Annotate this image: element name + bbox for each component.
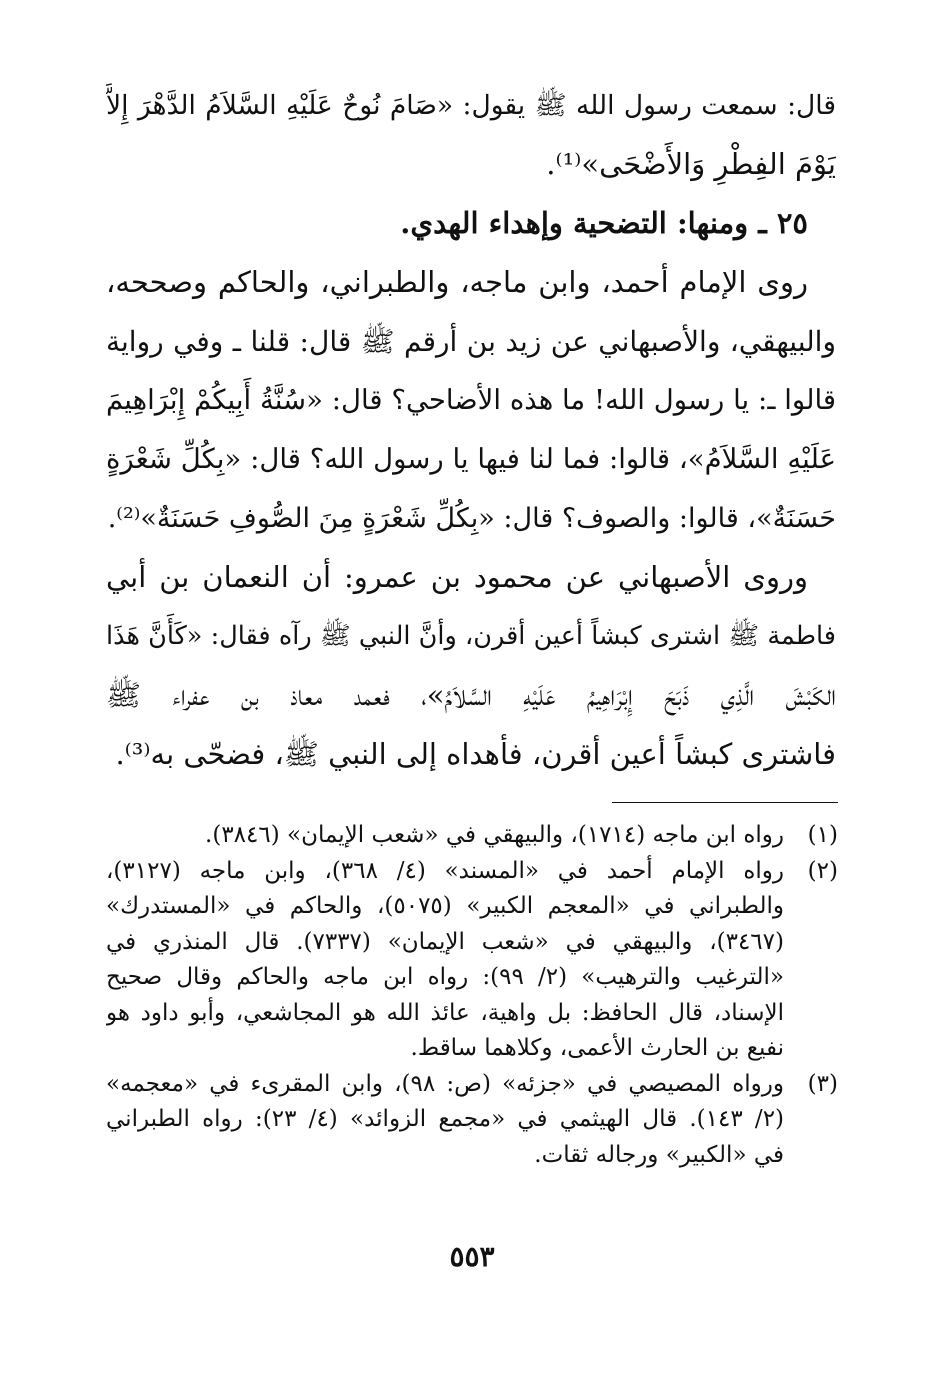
text-line: فاطمة ﷺ اشترى كبشاً أعين أقرن، وأنَّ النبي ﷺ رآه فقال: «كَأَنَّ هَذَا xyxy=(106,621,836,651)
footnote-line: نفيع بن الحارث الأعمى، وكلاهما ساقط. xyxy=(410,1035,784,1061)
main-text xyxy=(106,76,836,784)
text-line: وروى الأصبهاني عن محمود بن عمرو: أن النعمان بن أبي xyxy=(106,560,808,594)
text-line: روى الإمام أحمد، وابن ماجه، والطبراني، والحاكم وصححه، xyxy=(106,265,808,299)
footnote-line: الإسناد، قال الحافظ: بل واهية، عائذ الله هو المجاشعي، وأبو داود هو xyxy=(106,999,784,1026)
footnote-divider xyxy=(612,802,838,803)
section-heading: ٢٥ ـ ومنها: التضحية وإهداء الهدي. xyxy=(400,206,808,240)
text-line: عَلَيْهِ السَّلاَمُ»، قالوا: فما لنا فيها يا رسول الله؟ قال: «بِكُلِّ شَعْرَةٍ xyxy=(106,443,836,475)
footnote-2 xyxy=(106,854,838,1067)
footnote-1 xyxy=(106,818,838,854)
footnote-line: ورواه المصيصي في «جزئه» (ص: ٩٨)، وابن المقرىء في «معجمه» xyxy=(106,1070,784,1097)
footnote-line: (٢/ ١٤٣). قال الهيثمي في «مجمع الزوائد» (٤/ ٢٣): رواه الطبراني xyxy=(106,1106,784,1132)
text-line: قال: سمعت رسول الله ﷺ يقول: «صَامَ نُوحٌ عَلَيْهِ السَّلاَمُ الدَّهْرَ إِلاَّ xyxy=(106,90,836,121)
text-line: يَوْمَ الفِطْرِ وَالأَضْحَى»⁽¹⁾. xyxy=(546,147,836,181)
text-line: حَسَنَةٌ»، قالوا: والصوف؟ قال: «بِكُلِّ شَعْرَةٍ مِنَ الصُّوفِ حَسَنَةٌ»⁽²⁾. xyxy=(107,503,836,534)
text-line: قالوا ـ: يا رسول الله! ما هذه الأضاحي؟ قال: «سُنَّةُ أَبِيكُمْ إِبْرَاهِيمَ xyxy=(106,384,836,416)
text-line: والبيهقي، والأصبهاني عن زيد بن أرقم ﷺ قال: قلنا ـ وفي رواية xyxy=(106,325,836,358)
footnote-3 xyxy=(106,1067,838,1174)
footnote-number: (١) xyxy=(807,822,838,848)
footnote-line: «الترغيب والترهيب» (٢/ ٩٩): رواه ابن ماجه والحاكم وقال صحيح xyxy=(106,964,784,990)
footnote-line: رواه الإمام أحمد في «المسند» (٤/ ٣٦٨)، وابن ماجه (٣١٢٧)، xyxy=(106,857,784,884)
text-line: الكَبْشَ الَّذِي ذَبَحَ إِبْرَاهِيمُ عَلَيْهِ السَّلاَمُ»، فعمد معاذ بن عفراء ﷺ xyxy=(106,678,836,712)
footnote-number: (٣) xyxy=(807,1070,838,1097)
page-number: ٥٥٣ xyxy=(449,1240,495,1273)
footnotes xyxy=(106,818,838,1173)
footnote-line: (٣٤٦٧)، والبيهقي في «شعب الإيمان» (٧٣٣٧). قال المنذري في xyxy=(106,928,784,955)
text-line: فاشترى كبشاً أعين أقرن، فأهداه إلى النبي ﷺ، فضحّى به⁽³⁾. xyxy=(115,737,836,771)
footnote-line: رواه ابن ماجه (١٧١٤)، والبيهقي في «شعب الإيمان» (٣٨٤٦). xyxy=(205,822,784,848)
footnote-line: والطبراني في «المعجم الكبير» (٥٠٧٥)، والحاكم في «المستدرك» xyxy=(106,893,784,919)
footnote-line: في «الكبير» ورجاله ثقات. xyxy=(534,1141,784,1168)
footnote-number: (٢) xyxy=(807,857,838,884)
